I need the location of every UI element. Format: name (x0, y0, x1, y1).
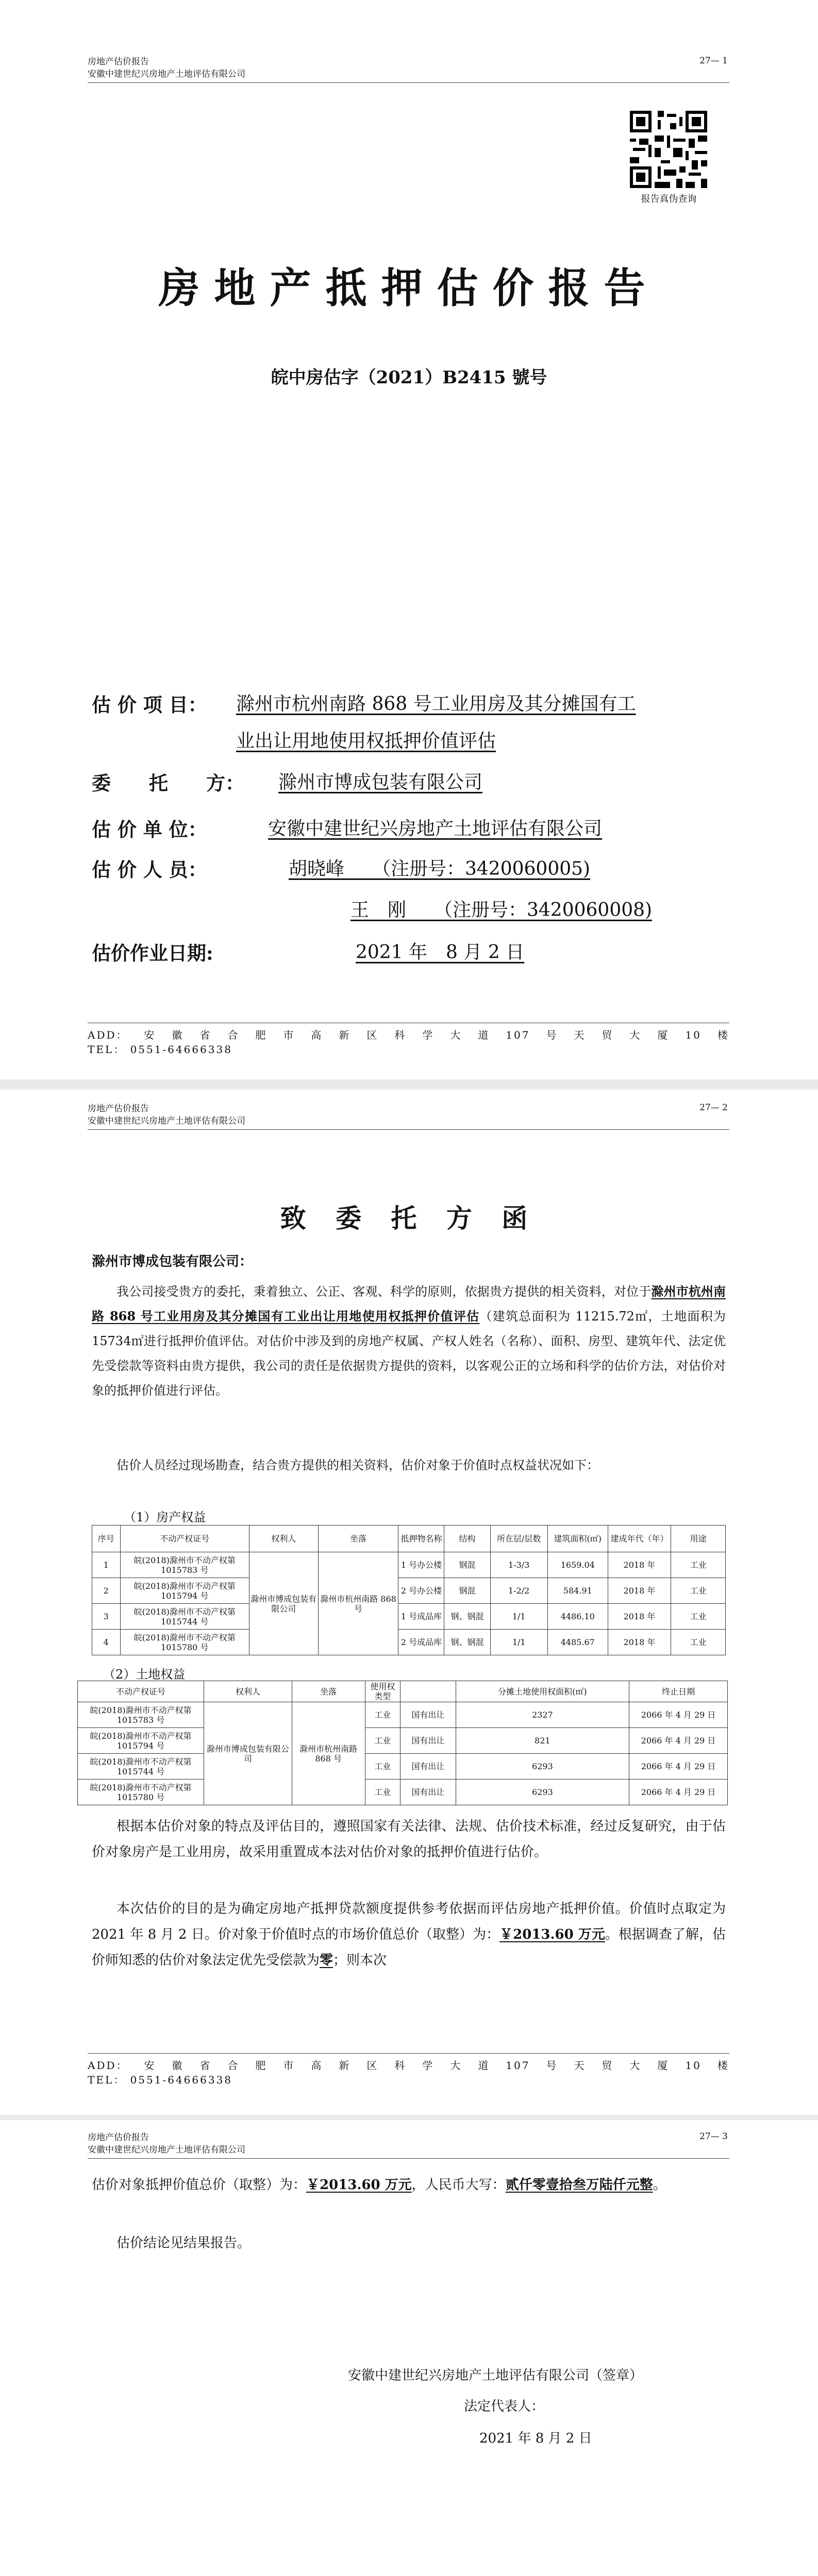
table-row: 2 皖(2018)滁州市不动产权第 1015794 号 2 号办公楼 钢混 1-2/2 584.91 2018 年 工业 (92, 1578, 726, 1604)
field-value-project-line2: 业出让用地使用权抵押价值评估 (236, 731, 496, 752)
report-number: 皖中房估字（2021）B2415 號号 (271, 367, 547, 388)
field-label-appraisers: 估 价 人 员： (92, 858, 207, 881)
table-row: 皖(2018)滁州市不动产权第 1015780 号 工业 国有出让 6293 2066 年 4 月 29 日 (78, 1780, 728, 1805)
table-row: 皖(2018)滁州市不动产权第 1015744 号 工业 国有出让 6293 2066 年 4 月 29 日 (78, 1754, 728, 1780)
page-number: 27— 3 (699, 2131, 728, 2142)
header-appraiser: 安徽中建世纪兴房地产土地评估有限公司 (88, 1116, 245, 1126)
field-value-date: 2021 年 8 月 2 日 (356, 942, 525, 963)
location-cell: 滁州市杭州南路 868 号 (292, 1702, 365, 1805)
page-header (88, 1103, 245, 1127)
field-label-project: 估 价 项 目： (92, 693, 207, 716)
letter-paragraph-1: 我公司接受贵方的委托，秉着独立、公正、客观、科学的原则，依据贵方提供的相关资料，对位于滁州市杭州南路 868 号工业用房及其分摊国有工业出让用地使用权抵押价值评估（建筑总面积为 11215.72㎡，土地面积为 15734㎡进行抵押价值评估。对估价中涉及到的房地产权属、产权人姓名（名称）、面积、房型、建筑年代、法定优先受偿款等资料由贵方提供，我公司的责任是依据贵方提供的资料，以客观公正的立场和科学的估价方法，对估价对象的抵押价值进行评估。 (92, 1284, 726, 1398)
letter-paragraph-6: 估价结论见结果报告。 (116, 2235, 251, 2251)
qr-code-icon[interactable] (630, 111, 707, 188)
field-value-client: 滁州市博成包装有限公司 (278, 772, 483, 793)
header-report-type: 房地产估价报告 (88, 2132, 149, 2143)
table-header-row: 序号 不动产权证号 权利人 坐落 抵押物名称 结构 所在层/层数 建筑面积(㎡) 建成年代（年） 用途 (92, 1526, 726, 1552)
appraiser-1: 胡晓峰 （注册号：3420060005) (289, 858, 591, 879)
qr-caption: 报告真伪查询 (641, 194, 697, 205)
market-value-emphasis: ￥2013.60 万元 (499, 1927, 605, 1942)
header-appraiser: 安徽中建世纪兴房地产土地评估有限公司 (88, 2145, 245, 2155)
field-label-date: 估价作业日期: (92, 942, 213, 964)
footer-address: ADD： 安 徽 省 合 肥 市 高 新 区 科 学 大 道 107 号 天 贸 大 厦 10 楼 (88, 2059, 729, 2072)
owner-cell: 滁州市博成包装有限公司 (249, 1552, 319, 1655)
letter-addressee: 滁州市博成包装有限公司： (92, 1254, 253, 1269)
amount-in-words: 贰仟零壹拾叁万陆仟元整 (505, 2177, 653, 2193)
table-row: 3 皖(2018)滁州市不动产权第 1015744 号 1 号成品库 钢、钢混 1/1 4486.10 2018 年 工业 (92, 1604, 726, 1630)
signature-date: 2021 年 8 月 2 日 (479, 2431, 592, 2446)
letter-paragraph-5: 估价对象抵押价值总价（取整）为：￥2013.60 万元，人民币大写：贰仟零壹拾叁万陆仟元整。 (92, 2177, 666, 2193)
header-report-type: 房地产估价报告 (88, 57, 149, 67)
letter-paragraph-3: 根据本估价对象的特点及评估目的，遵照国家有关法律、法规、估价技术标准，经过反复研究，由于估价对象房产是工业用房，故采用重置成本法对估价对象的抵押价值进行估价。 (92, 1819, 726, 1860)
table-header-row: 不动产权证号 权利人 坐落 使用权类型 分摊土地使用权面积(㎡) 终止日期 (78, 1681, 728, 1702)
report-page-1 (0, 0, 818, 1079)
table-row: 4 皖(2018)滁州市不动产权第 1015780 号 2 号成品库 钢、钢混 1/1 4485.67 2018 年 工业 (92, 1630, 726, 1655)
field-label-client: 委 托 方： (92, 772, 244, 794)
land-rights-heading: （2）土地权益 (103, 1667, 186, 1682)
table-row: 皖(2018)滁州市不动产权第 1015783 号 滁州市博成包装有限公司 滁州市杭州南路 868 号 工业 国有出让 2327 2066 年 4 月 29 日 (78, 1702, 728, 1728)
field-label-unit: 估 价 单 位： (92, 818, 207, 841)
owner-cell: 滁州市博成包装有限公司 (204, 1702, 292, 1805)
report-title: 房地产抵押估价报告 (158, 264, 660, 312)
signature-legal-rep: 法定代表人： (464, 2399, 545, 2414)
project-name-emphasis: 滁州市杭州南路 868 号工业用房及其分摊国有工业出让用地使用权抵押价值评估 (92, 1284, 726, 1324)
field-value-unit: 安徽中建世纪兴房地产土地评估有限公司 (268, 818, 603, 839)
footer-tel: TEL： 0551-64666338 (88, 2074, 233, 2086)
page-number: 27— 2 (699, 1103, 728, 1113)
land-rights-table (77, 1681, 728, 1805)
footer (88, 1028, 729, 1057)
page-header (88, 2131, 245, 2156)
letter-paragraph-2: 估价人员经过现场勘查，结合贵方提供的相关资料，估价对象于价值时点权益状况如下： (116, 1458, 599, 1472)
appraiser-2: 王 刚 （注册号：3420060008) (350, 900, 653, 921)
page-header (88, 56, 245, 80)
footer-rule (88, 2053, 729, 2054)
house-rights-table (92, 1525, 726, 1655)
mortgage-value-emphasis: ￥2013.60 万元 (306, 2177, 412, 2193)
letter-title: 致 委 托 方 函 (280, 1203, 538, 1233)
table-row: 1 皖(2018)滁州市不动产权第 1015783 号 滁州市博成包装有限公司 滁州市杭州南路 868 号 1 号办公楼 钢混 1-3/3 1659.04 2018 年 工业 (92, 1552, 726, 1578)
header-appraiser: 安徽中建世纪兴房地产土地评估有限公司 (88, 69, 245, 79)
footer-tel: TEL： 0551-64666338 (88, 1043, 233, 1056)
location-cell: 滁州市杭州南路 868 号 (318, 1552, 398, 1655)
letter-paragraph-4: 本次估价的目的是为确定房地产抵押贷款额度提供参考依据而评估房地产抵押价值。价值时点取定为 2021 年 8 月 2 日。价对象于价值时点的市场价值总价（取整）为：￥2013.60 万元。根据调查了解，估价师知悉的估价对象法定优先受偿款为零；则本次 (92, 1901, 726, 1968)
table-row: 皖(2018)滁州市不动产权第 1015794 号 工业 国有出让 821 2066 年 4 月 29 日 (78, 1728, 728, 1754)
header-rule (88, 82, 729, 83)
header-rule (88, 2158, 729, 2159)
header-rule (88, 1129, 729, 1130)
house-rights-heading: （1）房产权益 (124, 1510, 206, 1524)
footer (88, 2058, 729, 2087)
header-report-type: 房地产估价报告 (88, 1104, 149, 1114)
signature-company: 安徽中建世纪兴房地产土地评估有限公司（签章） (348, 2368, 643, 2383)
page-number: 27— 1 (699, 56, 728, 66)
field-value-project-line1: 滁州市杭州南路 868 号工业用房及其分摊国有工 (236, 693, 636, 715)
footer-address: ADD： 安 徽 省 合 肥 市 高 新 区 科 学 大 道 107 号 天 贸 大 厦 10 楼 (88, 1029, 729, 1041)
